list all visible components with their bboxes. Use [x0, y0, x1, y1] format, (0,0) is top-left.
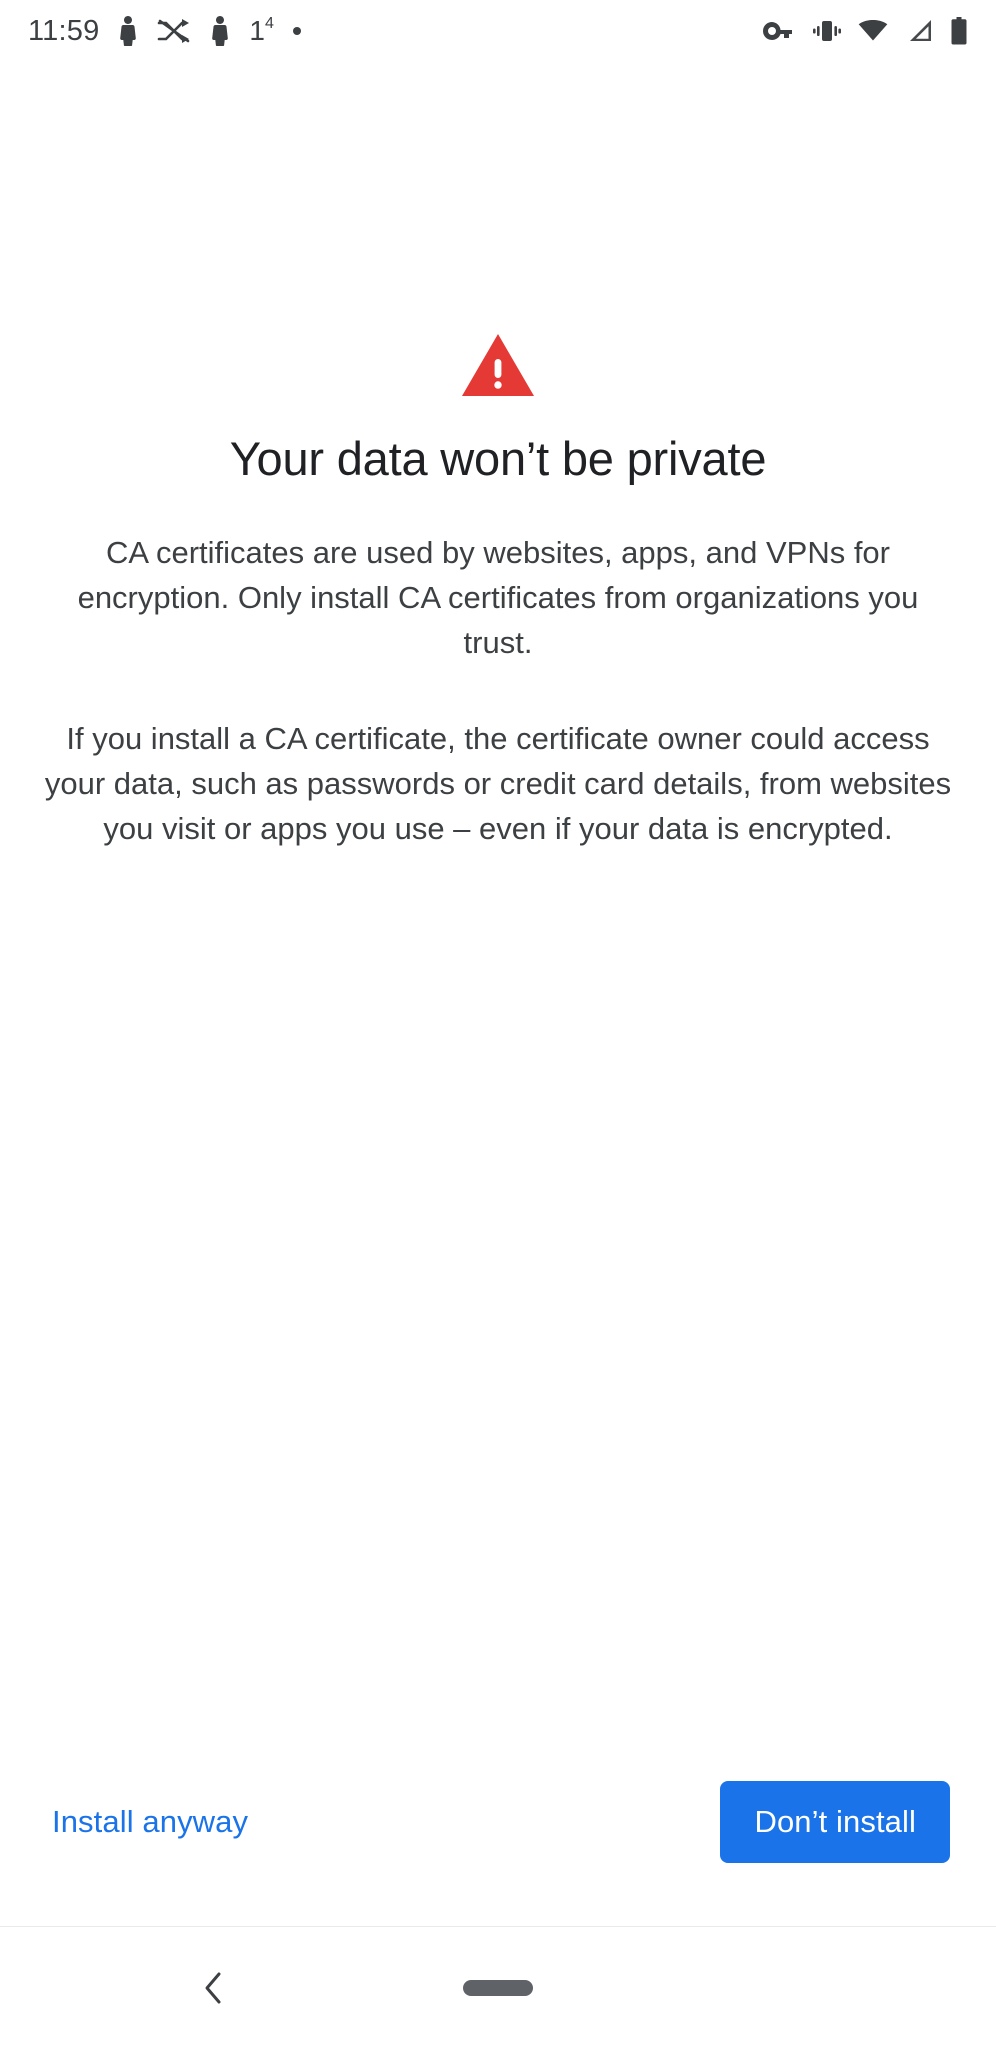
signal-cellular-icon [905, 19, 933, 43]
page-title: Your data won’t be private [229, 432, 767, 485]
vpn-key-icon [762, 20, 796, 42]
temperature-value: 1 [249, 15, 265, 46]
install-anyway-button[interactable]: Install anyway [46, 1790, 254, 1854]
person-icon [209, 16, 231, 46]
home-gesture-handle[interactable] [463, 1980, 533, 1996]
status-bar-left [28, 15, 302, 48]
warning-triangle-icon [460, 332, 536, 405]
battery-full-icon [950, 17, 968, 45]
main-content [0, 62, 996, 851]
temperature-superscript: 4 [265, 15, 274, 32]
description-paragraph-1: CA certificates are used by websites, apps, and VPNs for encryption. Only install CA certificates from organizations you trust. [77, 535, 919, 660]
chevron-left-icon[interactable] [190, 1964, 238, 2012]
system-nav-bar [0, 1927, 996, 2048]
dot-icon [292, 26, 302, 36]
warning-icon-container [44, 332, 952, 405]
vibrate-icon [813, 19, 841, 43]
description-paragraph-2: If you install a CA certificate, the certificate owner could access your data, such as passwords or credit card details, from websites you visit or apps you use – even if your data is encrypted. [44, 721, 952, 846]
person-icon [117, 16, 139, 46]
status-clock: 11:59 [28, 14, 100, 47]
shuffle-off-icon [157, 18, 191, 44]
dont-install-button[interactable]: Don’t install [720, 1781, 950, 1863]
wifi-icon [858, 19, 888, 43]
status-bar [0, 0, 996, 62]
status-bar-right [762, 17, 968, 45]
action-bar [0, 1774, 996, 1870]
temperature-icon [249, 15, 273, 47]
